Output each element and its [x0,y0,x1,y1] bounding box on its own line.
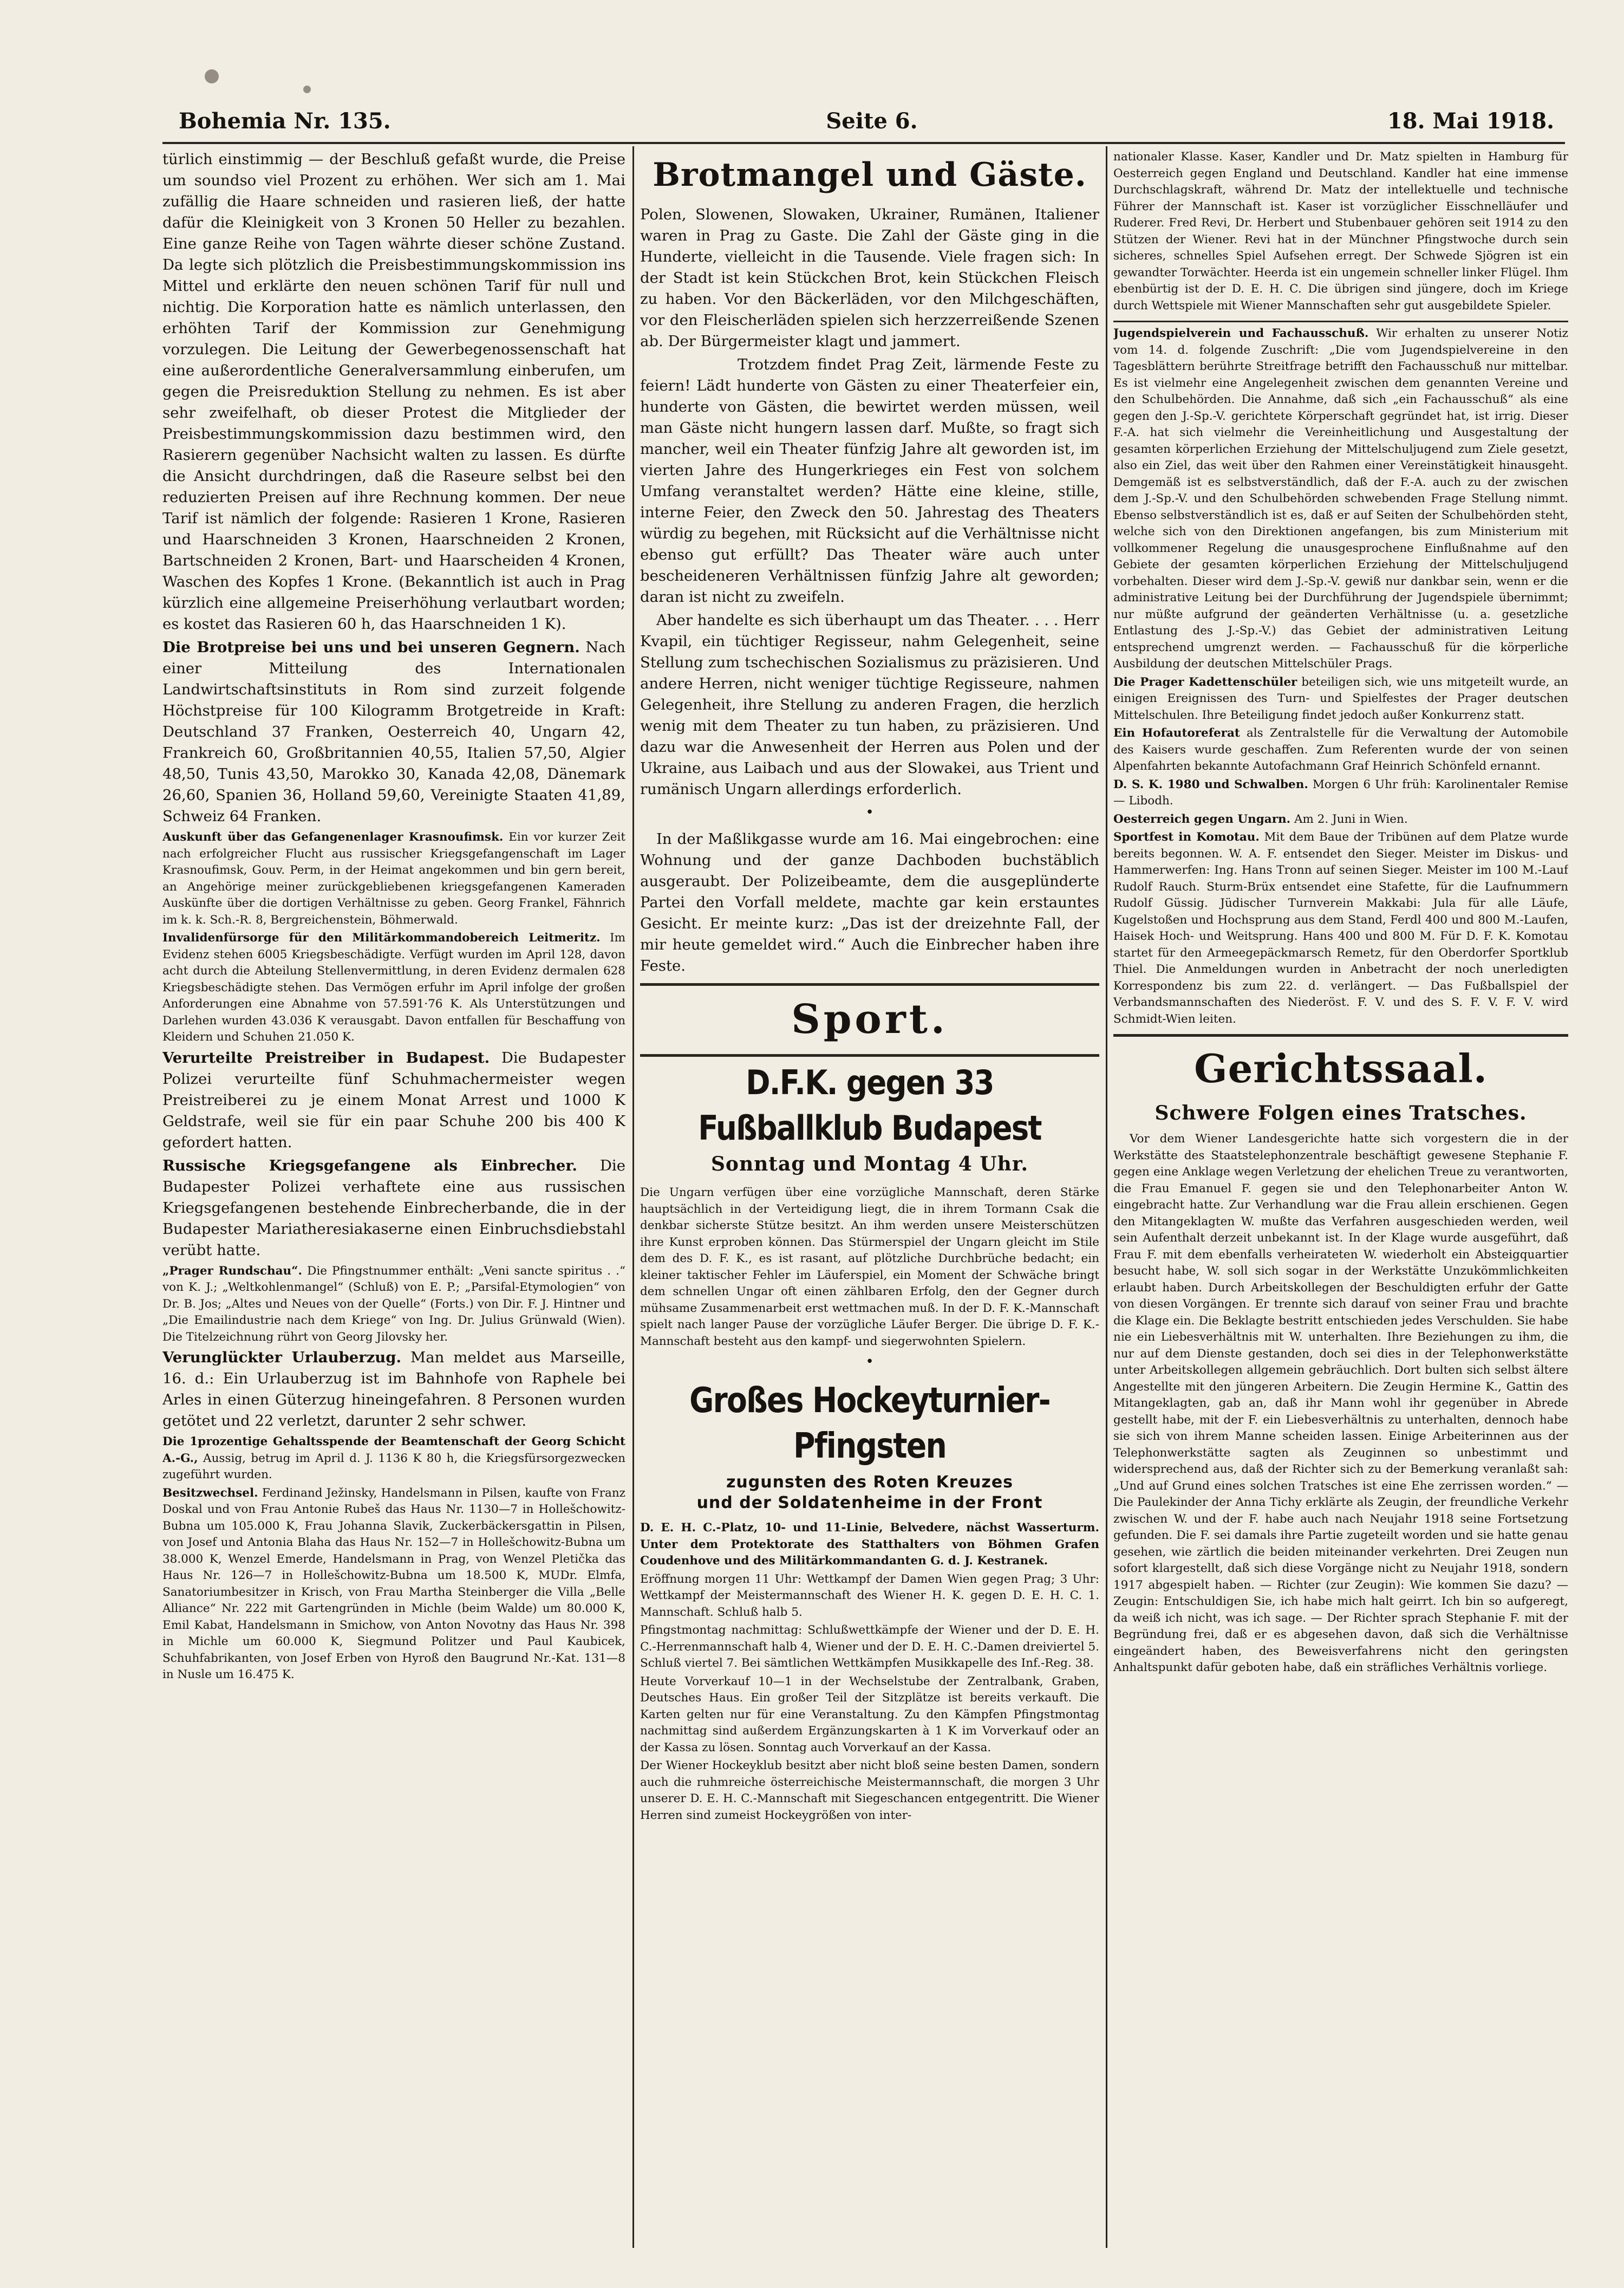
headline-sport: Sport. [791,996,948,1043]
col2-match-report: Die Ungarn verfügen über eine vorzügliche Mannschaft, deren Stärke hauptsächlich in der Verteidigung liegt, die in ihrem Tormann Csak die denkbar sicherste Stütze besitzt. An ihm werden unsere Meisterschützen ihre Kunst erproben können. Das Stürmerspiel der Ungarn gleicht im Stile dem des D. F. K., es ist rasant, auf plötzliche Durchbrüche bedacht; ein kleiner taktischer Fehler im Läuferspiel, ein Moment der Schwäche bringt dem schnellen Ungar oft einen zählbaren Erfolg, den der Gegner durch mühsame Zusammenarbeit erst wettmachen muß. In der D. F. K.-Mannschaft spielt nach langer Pause der vorzügliche Läufer Berger. Die übrige D. F. K.-Mannschaft besteht aus den kampf- und siegerwohnten Spielern. [640,1186,1099,1348]
headline-hockey-tournament: Großes Hockeyturnier-Pfingsten [689,1381,1050,1466]
col3-small-block-1 [1113,149,1568,314]
col2-paragraph-1: Polen, Slowenen, Slowaken, Ukrainer, Rumänen, Italiener waren in Prag zu Gaste. Die Zahl der Gäste ging in die Hunderte, vielleicht in die Tausende. Viele fragen sich: In der Stadt ist kein Stückchen Brot, kein Stückchen Fleisch zu haben. Vor den Bäckerläden, vor den Milchgeschäften, vor den Fleischerläden spielen sich herzzerreißende Szenen ab. Der Bürgermeister klagt und jammert. [640,206,1099,350]
col1-article-bread-prices: Die Brotpreise bei uns und bei unseren Gegnern. Nach einer Mitteilung des Internationalen Landwirtschaftsinstituts in Rom sind zurzeit folgende Höchstpreise für 100 Kilogramm Brotgetreide in Kraft: Deutschland 37 Franken, Oesterreich 40, Ungarn 42, Frankreich 60, Großbritannien 40,55, Italien 57,50, Algier 48,50, Tunis 43,50, Marokko 30, Kanada 42,08, Dänemark 26,60, Spanien 36, Holland 59,60, Vereinigte Staaten 41,89, Schweiz 64 Franken. [162,639,625,825]
ink-spot [205,69,219,83]
col3-hockey-continued: nationaler Klasse. Kaser, Kandler und Dr. Matz spielten in Hamburg für Oesterreich gegen England und Deutschland. Kandler hat eine immense Durchschlagskraft, während Dr. Matz der intellektuelle und technische Führer der Mannschaft ist. Kaser ist vorzüglicher Eisschnelläufer und Ruderer. Fred Revi, Dr. Herbert und Stubenbauer gehören seit 1914 zu den Stützen der Wiener. Revi hat in der Münchner Pfingstwoche durch sein sicheres, schnelles Spiel Aufsehen erregt. Der Schwede Sjögren ist ein gewandter Torwächter. Heerda ist ein ungemein schneller linker Flügel. Ihm ebenbürtig ist der D. E. H. C. Die übrigen sind jüngere, doch im Kriege durch Wettspiele mit Wiener Mannschaften sehr gut ausgebildete Spieler. [1113,150,1568,313]
subheadline-match-time: Sonntag und Montag 4 Uhr. [710,1153,1029,1175]
col3-dsk-swallows: D. S. K. 1980 und Schwalben. Morgen 6 Uhr früh: Karolinentaler Remise — Libodh. [1113,777,1568,808]
col3-rule-1 [1113,321,1568,322]
headline-gerichtssaal: Gerichtssaal. [1194,1045,1488,1091]
col2-hockey-opening: Eröffnung morgen 11 Uhr: Wettkampf der Damen Wien gegen Prag; 3 Uhr: Wettkampf der Meistermannschaft des Wiener H. K. gegen D. E. H. C. 1. Mannschaft. Schluß halb 5. [640,1572,1099,1619]
subheadline-red-cross: zugunsten des Roten Kreuzes [726,1473,1014,1492]
section-rule [640,983,1099,986]
col2-paragraph-2: Trotzdem findet Prag Zeit, lärmende Feste zu feiern! Lädt hunderte von Gästen zu einer Theaterfeier ein, hunderte von Gästen, die bewirtet werden müssen, weil man Gäste nicht hungern lassen darf. Mußte, so fragt sich mancher, weil ein Theater fünfzig Jahre alt geworden ist, im vierten Jahre des Hungerkrieges ein Fest von solchem Umfang veranstaltet werden? Hätte eine kleine, stille, interne Feier, den Zweck den 50. Jahrestag des Theaters würdig zu begehen, mit Rücksicht auf die Verhältnisse nicht ebenso gut erfüllt? Das Theater wäre auch unter bescheideneren Verhältnissen fünfzig Jahre alt geworden; daran ist nicht zu zweifeln. [640,356,1099,606]
col1-article-prisoners: Russische Kriegsgefangene als Einbrecher. Die Budapester Polizei verhaftete eine aus russischen Kriegsgefangenen bestehende Einbrecherbande, die in der Budapester Mariatheresiakaserne einen Einbruchsdiebstahl verübt hatte. [162,1156,625,1259]
col3-small-block-2 [1113,326,1568,1028]
page-header [179,102,1554,140]
col1-small-block-2 [162,1263,625,1346]
col2-hockey-presale: Heute Vorverkauf 10—1 in der Wechselstube der Zentralbank, Graben, Deutsches Haus. Ein großer Teil der Sitzplätze ist bereits verkauft. Die Karten gelten nur für eine Veranstaltung. Zu den Kämpfen Pfingstmontag nachmittag sind außerdem Ergänzungskarten à 1 K im Vorverkauf oder an der Kassa zu lösen. Sonntag auch Vorverkauf an der Kassa. [640,1674,1099,1754]
col1-notice-property-change: Besitzwechsel. Ferdinand Ježinsky, Handelsmann in Pilsen, kaufte von Franz Doskal und von Frau Antonie Rubeš das Haus Nr. 1130—7 in Hollešchowitz-Bubna um 105.000 K, Frau Johanna Slavik, Zuckerbäckersgattin in Pilsen, von Josef und Antonia Blaha das Haus Nr. 152—7 in Hollešchowitz-Bubna um 38.000 K, Wenzel Emerde, Handelsmann in Prag, von Wenzel Pletička das Haus Nr. 126—7 in Hollešchowitz-Bubna um 18.500 K, MUDr. Elmfa, Sanatoriumbesitzer in Krisch, von Frau Martha Steinberger die Villa „Belle Alliance“ Nr. 222 mit Gartengründen in Michle (beim Walde) um 80.000 K, Emil Kabat, Handelsmann in Smichow, von Anton Novotny das Haus Nr. 398 in Michle um 60.000 K, Siegmund Politzer und Paul Kaubicek, Schuhfabrikanten, von Josef Erben von Hyroß den Baugrund Nr.-Kat. 131—8 in Nusle um 16.475 K. [162,1486,625,1681]
header-page-number: Seite 6. [826,108,918,134]
separator-dot-2: • [865,1354,874,1370]
subheadline-soldiers: und der Soldatenheime in der Front [696,1493,1043,1512]
col3-court-automobile: Ein Hofautoreferat als Zentralstelle für die Verwaltung der Automobile des Kaisers wurde geschaffen. Zum Referenten wurde der von seinen Alpenfahrten bekannte Autofachmann Graf Heinrich Schönfeld ernannt. [1113,726,1568,773]
separator-dot: • [865,804,874,821]
col3-youth-sports: Jugendspielverein und Fachausschuß. Wir erhalten zu unserer Notiz vom 14. d. folgende Zuschrift: „Die vom Jugendspielvereine in den Tagesblättern berührte Streitfrage betrifft den Fachausschuß nur mittelbar. Es ist vielmehr eine Angelegenheit zwischen dem genannten Vereine und den Schulbehörden. Die Annahme, daß sich „ein Fachausschuß“ als eine gegen den J.-Sp.-V. gerichtete Körperschaft gegründet hat, ist irrig. Dieser F.-A. hat sich vielmehr die Vereinheitlichung und Ausgestaltung der gesamten körperlichen Erziehung der Mittelschuljugend zum Ziele gesetzt, also ein Ziel, das weit über den Rahmen einer Vereinstätigkeit hinausgeht. Demgemäß ist es selbstverständlich, daß der F.-A. auch zu der zwischen dem J.-Sp.-V. und den Schulbehörden schwebenden Frage Stellung nimmt. Ebenso selbstverständlich ist es, daß er auf Seiten der Schulbehörden steht, welche sich von den Direktionen angefangen, bis zum Ministerium mit vollkommener Regelung die unausgesprochene Einflußnahme auf den Gebiete der gesamten körperlichen Erziehung der Mittelschuljugend vorbehalten. Dieser wird dem J.-Sp.-V. gewiß nur dankbar sein, wenn er die administrative Leitung bei der Durchführung der Jugendspiele übernimmt; nur müßte aufgrund der geänderten Verhältnisse (u. a. gesetzliche Entlastung des J.-Sp.-V.) das Gebiet der administrativen Leitung entsprechend umgrenzt werden. — Fachausschuß für die körperliche Ausbildung der deutschen Mittelschüler Prags. [1113,327,1568,671]
headline-dfk-match: D.F.K. gegen 33 Fußballklub Budapest [698,1063,1041,1148]
column-3 [1113,149,1568,2251]
col1-notice-invalid-care: Invalidenfürsorge für den Militärkommandobereich Leitmeritz. Im Evidenz stehen 6005 Kriegsbeschädigte. Verfügt wurden im April 128, davon acht durch die Abteilung Stellenvermittlung, in deren Evidenz dermalen 628 Kriegsbeschädigte stehen. Das Vermögen erfuhr im April infolge der großen Anforderungen eine Abnahme von 57.591·76 K. Als Unterstützungen und Darlehen wurden 43.036 K verausgabt. Davon entfallen für Beschaffung von Kleidern und Schuhen 21.050 K. [162,931,625,1044]
col1-notice-krasnoufimsk: Auskunft über das Gefangenenlager Krasnoufimsk. Ein vor kurzer Zeit nach erfolgreicher Flucht aus russischer Kriegsgefangenschaft im Lager Krasnoufimsk, Gouv. Perm, in der Heimat angekommen und bin gern bereit, an Angehörige meiner zurückgebliebenen kriegsgefangenen Kameraden Auskünfte über die dortigen Verhältnisse zu geben. Georg Frankel, Fähnrich im k. k. Sch.-R. 8, Bergreichenstein, Böhmerwald. [162,830,625,927]
col2-paragraph-4: In der Maßlikgasse wurde am 16. Mai eingebrochen: eine Wohnung und der ganze Dachboden buchstäblich ausgeraubt. Der Polizeibeamte, dem die ausgeplünderte Partei den Vorfall meldete, machte gar kein erstauntes Gesicht. Er meinte kurz: „Das ist der dreizehnte Fall, der mir heute gemeldet wird.“ Auch die Einbrecher haben ihre Feste. [640,830,1099,974]
col3-austria-hungary: Oesterreich gegen Ungarn. Am 2. Juni in Wien. [1113,812,1408,826]
ink-spot-2 [303,86,311,93]
col1-article-price-gougers: Verurteilte Preistreiber in Budapest. Die Budapester Polizei verurteilte fünf Schuhmachermeister wegen Preistreiberei zu je einem Monat Arrest und 1000 K Geldstrafe, weil sie für ein paar Schuhe 200 bis 400 K gefordert hatten. [162,1049,625,1151]
col2-small-block-1 [640,1185,1099,1350]
col1-small-block-3 [162,1434,625,1683]
col1-article-haircut: türlich einstimmig — der Beschluß gefaßt wurde, die Preise um soundso viel Prozent zu erhöhen. Wer sich am 1. Mai zufällig die Haare schneiden und rasieren ließ, der hatte dafür die Kleinigkeit von 3 Kronen 50 Heller zu bezahlen. Eine ganze Reihe von Tagen währte dieser schöne Zustand. Da legte sich plötzlich die Preisbestimmungskommission ins Mittel und erklärte den neuen schönen Tarif für null und nichtig. Die Korporation hatte es nämlich unterlassen, den erhöhten Tarif der Kommission zur Genehmigung vorzulegen. Die Leitung der Gewerbegenossenschaft hat eine außerordentliche Generalversammlung einberufen, um gegen die Preisreduktion Stellung zu nehmen. Es ist aber sehr zweifelhaft, ob dieser Protest die Mitglieder der Preisbestimmungskommission dazu bestimmen wird, den Rasierern gegenüber Nachsicht walten zu lassen. Es dürfte die Ansicht durchdringen, daß die Raseure selbst bei den reduzierten Preisen auf ihre Rechnung kommen. Der neue Tarif ist nämlich der folgende: Rasieren 1 Krone, Rasieren und Haarschneiden 3 Kronen, Haarschneiden 2 Kronen, Bartschneiden 2 Kronen, Bart- und Haarscheiden 4 Kronen, Waschen des Kopfes 1 Krone. (Bekanntlich ist auch in Prag kürzlich eine allgemeine Preiserhöhung verlautbart worden; es kostet das Rasieren 60 h, das Haarschneiden 1 K). [162,151,625,633]
header-rule [162,142,1565,144]
column-1 [162,149,625,2251]
col2-hockey-vienna: Der Wiener Hockeyklub besitzt aber nicht bloß seine besten Damen, sondern auch die ruhmreiche österreichische Meistermannschaft, die morgen 3 Uhr unserer D. E. H. C.-Mannschaft mit Siegeschancen entgegentritt. Die Wiener Herren sind zumeist Hockeygrößen von inter- [640,1759,1099,1822]
column-2 [640,149,1099,2251]
col1-small-block-1 [162,829,625,1046]
subheadline-tratsch: Schwere Folgen eines Tratsches. [1155,1102,1527,1124]
col1-article-train-accident: Verunglückter Urlauberzug. Man meldet aus Marseille, 16. d.: Ein Urlauberzug ist im Bahnhofe von Raphele bei Arles in einen Güterzug hineingefahren. 8 Personen wurden getötet und 22 verletzt, darunter 2 sehr schwer. [162,1349,625,1429]
col2-hockey-venue: D. E. H. C.-Platz, 10- und 11-Linie, Belvedere, nächst Wasserturm. Unter dem Protektorate des Statthalters von Böhmen Grafen Coudenhove und des Militärkommandanten G. d. J. Kestranek. [640,1521,1099,1568]
col3-komotau-sportfest: Sportfest in Komotau. Mit dem Baue der Tribünen auf dem Platze wurde bereits begonnen. W. A. F. entsendet den Sieger. Meister im Diskus- und Hammerwerfen: Ing. Hans Tronn auf seinen Sieger. Meister im 100 M.-Lauf Rudolf Rauch. Sturm-Brüx entsendet eine Stafette, für die Laufnummern Rudolf Güssig. Jüdischer Turnverein Makkabi: Jula für alle Läufe, Kugelstoßen und Hochsprung aus dem Stand, Ferdl 400 und 800 M.-Laufen, Haisek Hoch- und Weitsprung. Hans 400 und 800 M. Für D. F. K. Komotau startet für den Armeegepäckmarsch Remetz, für den Oberdorfer Sportklub Thiel. Die Anmeldungen wurden in Anbetracht der noch unerledigten Korrespondenz bis zum 22. d. verlängert. — Das Fußballspiel der Verbandsmannschaften des Niederöst. F. V. und des S. F. V. F. V. wird Schmidt-Wien leiten. [1113,830,1568,1026]
col1-lead-bread-prices: Die Brotpreise bei uns und bei unseren Gegnern. [162,639,580,656]
section-rule-2 [640,1054,1099,1057]
col1-notice-rundschau: „Prager Rundschau“. Die Pfingstnummer enthält: „Veni sancte spiritus . .“ von K. J.; „Weltkohlenmangel“ (Schluß) von E. P.; „Parsifal-Etymologien“ von Dr. B. Jos; „Altes und Neues von der Quelle“ (Forts.) von Dir. F. J. Hintner und „Die Emailindustrie nach dem Kriege“ von Ing. Dr. Julius Grünwald (Wien). Die Titelzeichnung rührt von Georg Jilovsky her. [162,1264,625,1344]
col3-cadets: Die Prager Kadettenschüler beteiligen sich, wie uns mitgeteilt wurde, an einigen Ereignissen des Turn- und Spielfestes der Prager deutschen Mittelschulen. Ihre Beteiligung findet jedoch außer Konkurrenz statt. [1113,675,1568,722]
col1-notice-salary-donation: Die 1prozentige Gehaltsspende der Beamtenschaft der Georg Schicht A.-G., Aussig, betrug im April d. J. 1136 K 80 h, die Kriegsfürsorgezwecken zugeführt wurden. [162,1435,625,1481]
col2-small-block-2 [640,1520,1099,1824]
header-date: 18. Mai 1918. [1387,108,1554,134]
col3-small-block-3 [1113,1131,1568,1676]
col2-hockey-monday: Pfingstmontag nachmittag: Schlußwettkämpfe der Wiener und der D. E. H. C.-Herrenmannschaft halb 4, Wiener und der D. E. H. C.-Damen dreiviertel 5. Schluß viertel 7. Bei sämtlichen Wettkämpfen Musikkapelle des Inf.-Reg. 38. [640,1623,1099,1670]
column-divider-2 [1106,146,1107,2248]
col3-rule-2 [1113,1034,1568,1037]
column-divider-1 [632,146,634,2248]
col3-court-report: Vor dem Wiener Landesgerichte hatte sich vorgestern die in der Werkstätte des Staatstelephonzentrale beschäftigt gewesene Stephanie F. gegen eine Anklage wegen Verletzung der ehelichen Treue zu verantworten, die Frau Emanuel F. gegen sie und den Telephonarbeiter Anton W. eingebracht hatte. Zur Verhandlung war die Frau allein erschienen. Gegen den Mitangeklagten W. mußte das Verfahren ausgeschieden werden, weil sein Aufenthalt derzeit unbekannt ist. In der Klage wurde ausgeführt, daß Frau F. mit dem ebenfalls verheirateten W. wiederholt ein Absteigquartier besucht habe, W. soll sich sogar in der Werkstätte Unzukömmlichkeiten erlaubt haben. Durch Arbeitskollegen der Beschuldigten erfuhr der Gatte von diesen Vorgängen. Er trennte sich darauf von seiner Frau und brachte die Klage ein. Die Beklagte bestritt entschieden jedes Verschulden. Sie habe nie ein Liebesverhältnis mit W. unterhalten. Ihre Beziehungen zu ihm, die nur auf dem Dienste gestanden, doch sei dies in der Telephonwerkstätte unter Arbeitskollegen allgemein gebräuchlich. Dort bulten sich selbst ältere Angestellte mit den jüngeren Arbeitern. Die Zeugin Hermine K., Gattin des Mitangeklagten, gab an, daß ihr Mann wohl ihr gegenüber in Abrede gestellt habe, mit der F. ein Liebesverhältnis zu unterhalten, dennoch habe sie sich von ihrem Manne scheiden lassen. Einige Arbeiterinnen aus der Telephonwerkstätte sagten als Zeuginnen so unbestimmt und widersprechend aus, daß der Richter sich zu der Bemerkung veranlaßt sah: „Und auf Grund eines solchen Tratsches ist eine Ehe zerrissen worden.“ — Die Paulekinder der Anna Tichy erklärte als Zeugin, der freundliche Verkehr zwischen W. und der F. habe auch nach Neujahr 1918 seine Fortsetzung gefunden. Die F. sei damals ihre Partie zugeteilt worden und sie hatte genau gesehen, wie zärtlich die beiden miteinander verkehrten. Drei Zeugen nun sofort klargestellt, daß sich diese Vorgänge nicht zu Neujahr 1918, sondern 1917 abgespielt haben. — Richter (zur Zeugin): Wie kommen Sie dazu? — Zeugin: Entschuldigen Sie, ich habe mich halt geirrt. Ich bin so aufgeregt, da weiß ich nicht, was ich sage. — Der Richter sprach Stephanie F. mit der Begründung frei, daß er es abgesehen davon, daß sich die Verhältnisse eingeändert haben, des Beweisverfahrens nicht den geringsten Anhaltspunkt dafür geboten habe, daß ein sträfliches Verhältnis vorliege. [1113,1132,1568,1674]
col2-paragraph-3: Aber handelte es sich überhaupt um das Theater. . . . Herr Kvapil, ein tüchtiger Regisseur, nahm Gelegenheit, seine Stellung zum tschechischen Sozialismus zu präzisieren. Und andere Herren, nicht weniger tüchtige Regisseure, nahmen Gelegenheit, ihre Stellung zu anderen Fragen, die herzlich wenig mit dem Theater zu tun haben, zu präzisieren. Und dazu war die Anwesenheit der Herren aus Polen und der Ukraine, aus Laibach und aus der Slowakei, aus Trient und rumänisch Ungarn allerdings erforderlich. [640,612,1099,798]
header-left: Bohemia Nr. 135. [179,108,391,134]
headline-brotmangel: Brotmangel und Gäste. [653,156,1087,194]
